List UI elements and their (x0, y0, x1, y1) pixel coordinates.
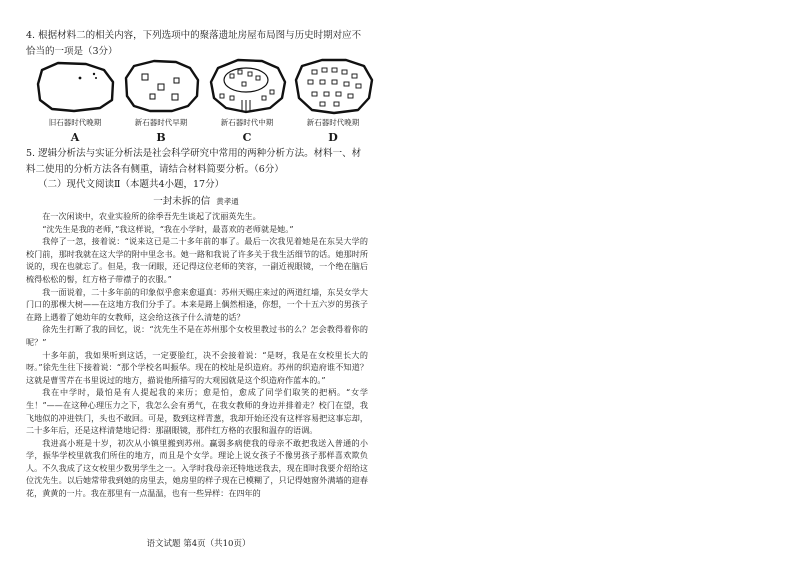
figure-b-caption: 新石器时代早期 (134, 118, 188, 127)
section-heading: （二）现代文阅读Ⅱ（本题共4小题，17分） (38, 179, 225, 190)
article-title: 一封未拆的信 (153, 196, 211, 207)
paragraph: 我停了一忽，接着说：“说来这已是二十多年前的事了。最后一次我见着她是在东吴大学的校门前，那时我就在这大学的附中里念书。她一路和我说了许多关于我生活细节的话。她那时所说的，现在也就忘了。但是，我一闭眼，还记得这位老师的笑容，一副近视眼镜，一个绝在脑后梳得松松的髻，红方格子带襟子的衣服。” (26, 236, 368, 284)
article-author: 黄孝通 (216, 197, 239, 206)
settlement-plan-d-icon (292, 56, 374, 116)
question-4: 4. 根据材料二的相关内容，下列选项中的聚落遗址房屋布局图与历史时期对应不恰当的一项是（3分） (26, 30, 362, 57)
paragraph: “沈先生是我的老师，”我这样说，“我在小学时，最喜欢的老师就是她。” (42, 223, 294, 234)
paragraph: 我在中学时，最怕是有人提起我的来历；愈是怕，愈成了同学们取笑的把柄。“女学生！”——在这种心理压力之下，我怎么会有勇气，在我女教师的身边并排着走？校门在望，我飞地似的冲进铁门，头也不敢回。可是，数到这样青葱，我却开始还没有这样容易把这事忘却，二十多年后，还是这样清楚地记得：那副眼镜，那件红方格的衣服和温存的语调。 (26, 387, 368, 436)
article-body (26, 210, 368, 500)
settlement-plan-b-icon (120, 56, 202, 116)
settlement-plan-c-icon (206, 56, 288, 116)
figure-a-caption: 旧石器时代晚期 (48, 118, 102, 127)
page-footer: 语文试题 第4页（共10页） (146, 539, 251, 549)
paragraph: 我一面说着，二十多年前的印象似乎愈来愈逼真：苏州天赐庄来过的两道红墙，东吴女学大门口的那棵大树——在这地方我们分手了。本来是路上偶然相逢，你想，一个十五六岁的男孩子在路上遇着了她幼年的女教师，这会给这孩子什么清楚的话？ (26, 286, 368, 322)
option-a-letter: A (70, 131, 80, 144)
figure-d (292, 56, 374, 151)
question-5: 5. 逻辑分析法与实证分析法是社会科学研究中常用的两种分析方法。材料一、材料二使用的分析方法各有侧重，请结合材料简要分析。（6分） (26, 148, 362, 175)
option-b-letter: B (156, 131, 166, 144)
article-title-line (26, 193, 366, 207)
figure-d-caption: 新石器时代晚期 (306, 118, 360, 127)
option-c-letter: C (242, 131, 252, 144)
figure-c (206, 56, 288, 151)
figure-a (34, 56, 116, 151)
paragraph: 徐先生打断了我的回忆，说：“沈先生不是在苏州那个女校里教过书的么？怎会教得着你的呢？” (26, 324, 368, 347)
paragraph: 十多年前，我如果听到这话，一定要脸红，决不会接着说：“是呀，我是在女校里长大的呀。”徐先生往下接着说：“那个学校名叫振华。现在的校址是织造府。苏州的织造府谁不知道？这就是曹雪芹在书里说过的地方，描说他所描写的大观园就是这个织造府作蓝本的。” (26, 349, 368, 385)
settlement-plan-a-icon (34, 56, 116, 116)
figure-b (120, 56, 202, 151)
settlement-figures (26, 56, 371, 151)
paragraph: 在一次闲谈中，农业实验所的徐季吾先生谈起了沈丽英先生。 (42, 211, 261, 221)
paragraph: 我进高小班是十岁，初次从小镇里搬到苏州。赢弱多病使我的母亲不敢把我送入普通的小学，振华学校里就我们所住的地方，而且是个女学。理论上说女孩子不像男孩子那样喜欢欺负人。不久我成了这女校里少数男学生之一。入学时我母亲还特地送我去，现在即时我要介绍给这位沈先生。以后她常带我到她的房里去，她房里的样子现在已模糊了，只记得她窗外满墙的迎春花，黄黄的一片。我在那里有一点温温，也有一些异样：在四年的 (26, 437, 368, 499)
figure-c-caption: 新石器时代中期 (220, 118, 274, 127)
option-d-letter: D (328, 131, 338, 144)
